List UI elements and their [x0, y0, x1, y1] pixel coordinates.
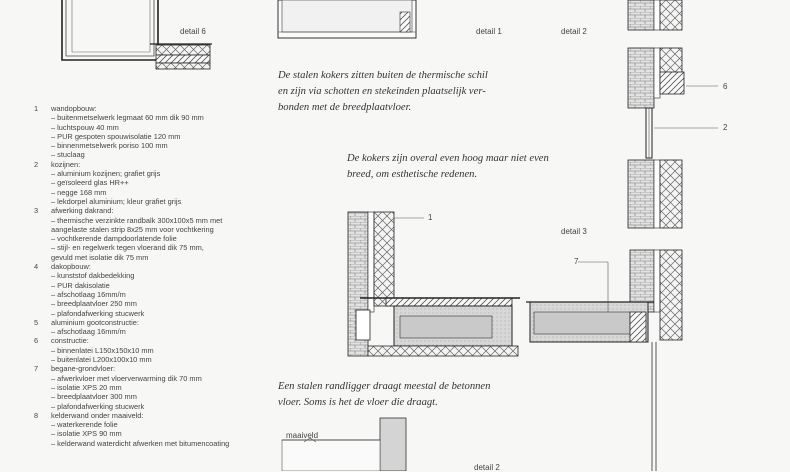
legend-item — [34, 364, 274, 410]
marker-2: 2 — [723, 123, 728, 132]
legend-line: kozijnen: — [51, 159, 81, 169]
legend-item — [34, 262, 274, 318]
detail-6-label: detail 6 — [180, 27, 206, 36]
central-section-drawing — [348, 212, 520, 356]
legend-number: 5 — [34, 317, 39, 327]
detail-1-drawing — [278, 0, 416, 38]
legend-number: 8 — [34, 410, 39, 420]
legend-number: 7 — [34, 364, 39, 374]
legend-item — [34, 206, 274, 262]
legend-line: – binnenlatei L150x150x10 mm — [51, 345, 154, 355]
legend-line: – breedplaatvloer 250 mm — [51, 299, 137, 309]
marker-6: 6 — [723, 82, 728, 91]
legend-item — [34, 104, 274, 160]
legend-line: – buitenlatei L200x100x10 mm — [51, 355, 152, 365]
detail-2-label: detail 2 — [561, 27, 587, 36]
legend-line: – geïsoleerd glas HR++ — [51, 178, 129, 188]
legend-line: – thermische verzinkte randbalk 300x100x5 mm met — [51, 215, 223, 225]
legend-number: 2 — [34, 159, 39, 169]
legend-line: – binnenmetselwerk poriso 100 mm — [51, 141, 168, 151]
construction-legend — [34, 104, 274, 448]
caption-edge-beam: Een stalen randligger draagt meestal de betonnen vloer. Soms is het de vloer die draagt. — [278, 381, 491, 408]
legend-line: – afwerkvloer met vloerverwarming dik 70 mm — [51, 373, 202, 383]
detail-3-label: detail 3 — [561, 227, 587, 236]
detail-1-label: detail 1 — [476, 27, 502, 36]
legend-line: aluminium gootconstructie: — [51, 317, 139, 327]
right-wall-drawing — [526, 0, 718, 471]
legend-item — [34, 411, 274, 448]
legend-line: – plafondafwerking stucwerk — [51, 401, 145, 411]
legend-item — [34, 160, 274, 206]
legend-number: 3 — [34, 206, 39, 216]
legend-line: – kunststof dakbedekking — [51, 271, 135, 281]
caption-steel-tubes: De stalen kokers zitten buiten de thermische schil en zijn via schotten en stekeinden plaatselijk ver- bonden met de breedplaatvloer. — [278, 70, 488, 113]
legend-line: – buitenmetselwerk legmaat 60 mm dik 90 mm — [51, 113, 204, 123]
marker-1: 1 — [428, 213, 433, 222]
legend-number: 1 — [34, 104, 39, 113]
legend-line: kelderwand onder maaiveld: — [51, 410, 144, 420]
legend-line: aangelaste stalen strip 8x25 mm voor vochtkering — [51, 224, 214, 234]
basement-drawing — [282, 418, 406, 471]
legend-line: – isolatie XPS 20 mm — [51, 382, 122, 392]
legend-line: gevuld met isolatie dik 75 mm — [51, 252, 149, 262]
legend-number: 4 — [34, 262, 39, 272]
legend-line: – aluminium kozijnen; grafiet grijs — [51, 169, 161, 179]
legend-line: – stijl- en regelwerk tegen vloerand dik 75 mm, — [51, 243, 204, 253]
legend-line: – vochtkerende dampdoorlatende folie — [51, 234, 177, 244]
legend-line: wandopbouw: — [51, 104, 97, 113]
legend-line: – isolatie XPS 90 mm — [51, 429, 122, 439]
legend-line: constructie: — [51, 336, 89, 346]
legend-number: 6 — [34, 336, 39, 346]
marker-7: 7 — [574, 257, 579, 266]
legend-line: – waterkerende folie — [51, 420, 118, 430]
legend-line: – lekdorpel aluminium; kleur grafiet grijs — [51, 196, 182, 206]
caption-tube-sizes: De kokers zijn overal even hoog maar niet even breed, om esthetische redenen. — [347, 153, 549, 180]
legend-line: dakopbouw: — [51, 262, 91, 272]
legend-item — [34, 318, 274, 337]
legend-line: begane-grondvloer: — [51, 364, 116, 374]
legend-line: – luchtspouw 40 mm — [51, 122, 119, 132]
legend-line: – breedplaatvloer 300 mm — [51, 392, 137, 402]
legend-line: – afschotlaag 16mm/m — [51, 289, 126, 299]
legend-line: – stuclaag — [51, 150, 85, 160]
legend-line: – plafondafwerking stucwerk — [51, 308, 145, 318]
legend-line: – afschotlaag 16mm/m — [51, 327, 126, 337]
legend-item — [34, 336, 274, 364]
legend-line: – negge 168 mm — [51, 187, 107, 197]
maaiveld-label: maaiveld — [286, 431, 319, 440]
legend-line: – PUR gespoten spouwisolatie 120 mm — [51, 131, 181, 141]
legend-line: – kelderwand waterdicht afwerken met bitumencoating — [51, 438, 230, 448]
detail-2b-label: detail 2 — [474, 463, 500, 472]
legend-line: afwerking dakrand: — [51, 206, 114, 216]
legend-line: – PUR dakisolatie — [51, 280, 110, 290]
